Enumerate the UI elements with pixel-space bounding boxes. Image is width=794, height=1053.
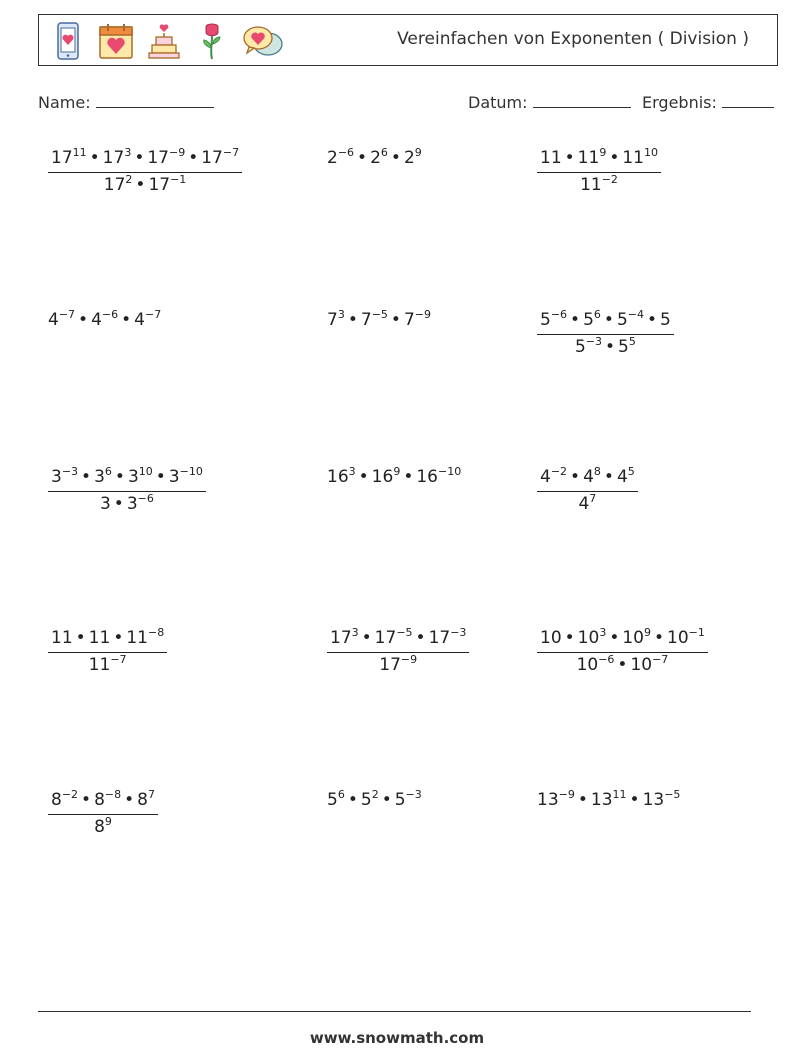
power-base: 11 xyxy=(126,628,148,648)
date-blank[interactable] xyxy=(533,93,631,108)
numerator xyxy=(537,628,708,652)
power-base: 10 xyxy=(622,628,644,648)
name-label: Name: xyxy=(38,93,91,112)
power-base: 7 xyxy=(327,310,338,330)
denominator xyxy=(327,652,469,675)
power-term xyxy=(127,494,154,514)
power-term xyxy=(537,790,575,810)
power-term xyxy=(370,148,388,168)
power-base: 13 xyxy=(590,790,613,810)
power-exponent: 3 xyxy=(337,308,345,321)
power-exponent: 7 xyxy=(589,492,597,505)
calendar-heart-icon xyxy=(97,21,135,61)
multiply-dot: • xyxy=(89,148,100,168)
power-exponent: 3 xyxy=(348,465,356,478)
exercise-14 xyxy=(327,790,422,810)
power-exponent: 8 xyxy=(593,465,601,478)
power-term xyxy=(575,337,602,357)
power-term xyxy=(147,148,185,168)
power-base: 13 xyxy=(642,790,665,810)
multiply-dot: • xyxy=(646,310,658,330)
multiply-dot: • xyxy=(357,148,368,168)
power-term xyxy=(361,790,379,810)
power-base: 4 xyxy=(616,467,628,487)
power-exponent: 10 xyxy=(643,146,658,159)
power-exponent: 5 xyxy=(628,335,636,348)
power-exponent: 3 xyxy=(599,626,607,639)
power-term xyxy=(622,148,658,168)
power-exponent: −5 xyxy=(396,626,413,639)
multiply-dot: • xyxy=(81,790,92,810)
power-term xyxy=(622,628,651,648)
multiply-dot: • xyxy=(121,310,132,330)
power-exponent: −3 xyxy=(450,626,467,639)
denominator xyxy=(48,652,167,675)
exercise-15 xyxy=(537,790,680,810)
exercise-9 xyxy=(537,467,638,514)
power-base: 3 xyxy=(51,467,62,487)
power-term xyxy=(591,790,627,810)
power-exponent: 11 xyxy=(72,146,87,159)
footer-divider xyxy=(38,1011,751,1012)
multiply-dot: • xyxy=(78,310,89,330)
exercise-10 xyxy=(48,628,167,675)
power-term xyxy=(379,655,417,675)
power-base: 3 xyxy=(126,494,138,514)
power-exponent: −7 xyxy=(110,653,127,666)
power-term xyxy=(404,310,431,330)
power-exponent: 11 xyxy=(612,788,627,801)
fraction xyxy=(537,467,638,514)
power-exponent: −6 xyxy=(101,308,119,321)
power-term xyxy=(617,310,644,330)
power-term xyxy=(51,148,87,168)
multiply-dot: • xyxy=(570,310,581,330)
power-exponent: 10 xyxy=(138,465,153,478)
multiply-dot: • xyxy=(188,148,199,168)
power-exponent: 5 xyxy=(627,465,635,478)
power-term xyxy=(429,628,467,648)
power-exponent: −8 xyxy=(147,626,165,639)
power-term xyxy=(643,790,681,810)
fraction xyxy=(48,148,242,195)
power-base: 3 xyxy=(127,467,139,487)
power-term xyxy=(577,655,615,675)
multiply-dot: • xyxy=(381,790,392,810)
power-base: 10 xyxy=(576,655,599,675)
multiply-dot: • xyxy=(605,337,616,357)
power-base: 11 xyxy=(622,148,644,168)
multiply-dot: • xyxy=(629,790,640,810)
multiply-dot: • xyxy=(358,467,369,487)
power-term xyxy=(134,310,161,330)
power-base: 3 xyxy=(99,494,111,514)
power-term xyxy=(667,628,705,648)
power-base: 4 xyxy=(91,310,102,330)
power-term xyxy=(48,310,75,330)
power-base: 10 xyxy=(577,628,600,648)
power-term xyxy=(51,790,78,810)
numerator xyxy=(48,148,242,172)
numerator xyxy=(48,790,158,814)
power-exponent: −5 xyxy=(664,788,681,801)
numerator xyxy=(48,628,167,652)
power-term xyxy=(169,467,203,487)
multiply-dot: • xyxy=(390,148,401,168)
multiply-dot: • xyxy=(564,148,575,168)
worksheet-header xyxy=(38,14,778,66)
numerator xyxy=(327,628,469,652)
fraction xyxy=(537,310,674,357)
fraction xyxy=(537,148,661,195)
power-term xyxy=(327,310,345,330)
power-exponent: −7 xyxy=(144,308,162,321)
power-term xyxy=(540,628,562,648)
phone-heart-icon xyxy=(49,21,87,61)
power-term xyxy=(148,175,186,195)
power-exponent: −8 xyxy=(104,788,122,801)
multiply-dot: • xyxy=(114,467,125,487)
power-term xyxy=(372,467,401,487)
multiply-dot: • xyxy=(603,467,614,487)
chat-heart-icon xyxy=(241,21,285,61)
power-base: 5 xyxy=(574,337,586,357)
power-exponent: 6 xyxy=(104,465,112,478)
exercise-12 xyxy=(537,628,708,675)
power-base: 3 xyxy=(168,467,180,487)
power-base: 17 xyxy=(374,628,397,648)
power-base: 7 xyxy=(403,310,415,330)
power-exponent: 6 xyxy=(337,788,345,801)
power-term xyxy=(327,148,354,168)
power-term xyxy=(660,310,671,330)
power-base: 17 xyxy=(147,148,169,168)
power-term xyxy=(91,310,118,330)
multiply-dot: • xyxy=(603,310,614,330)
power-term xyxy=(540,148,562,168)
numerator xyxy=(48,467,206,491)
exercise-3 xyxy=(537,148,661,195)
exercise-5 xyxy=(327,310,431,330)
power-base: 5 xyxy=(360,790,372,810)
cake-icon xyxy=(145,21,183,61)
fraction xyxy=(327,628,469,675)
power-exponent: −6 xyxy=(137,492,154,505)
power-base: 16 xyxy=(416,467,438,487)
power-exponent: 9 xyxy=(599,146,607,159)
multiply-dot: • xyxy=(577,790,588,810)
power-exponent: 2 xyxy=(371,788,379,801)
power-base: 4 xyxy=(540,467,551,487)
multiply-dot: • xyxy=(347,790,358,810)
power-exponent: −3 xyxy=(405,788,422,801)
multiply-dot: • xyxy=(75,628,86,648)
power-base: 11 xyxy=(88,628,111,648)
power-exponent: −1 xyxy=(688,626,705,639)
power-base: 4 xyxy=(583,467,594,487)
rose-icon xyxy=(193,21,231,61)
power-term xyxy=(327,790,345,810)
power-term xyxy=(540,310,567,330)
multiply-dot: • xyxy=(653,628,665,648)
power-base: 11 xyxy=(577,148,600,168)
multiply-dot: • xyxy=(113,494,124,514)
power-base: 3 xyxy=(94,467,105,487)
power-term xyxy=(578,494,596,514)
denominator xyxy=(537,334,674,357)
denominator xyxy=(537,172,661,195)
power-term xyxy=(51,628,73,648)
power-exponent: −5 xyxy=(371,308,388,321)
exercise-2 xyxy=(327,148,422,168)
power-base: 2 xyxy=(403,148,415,168)
power-base: 5 xyxy=(583,310,594,330)
power-base: 4 xyxy=(578,494,590,514)
power-term xyxy=(89,628,111,648)
power-base: 13 xyxy=(537,790,559,810)
power-base: 5 xyxy=(616,310,628,330)
multiply-dot: • xyxy=(361,628,372,648)
power-exponent: 2 xyxy=(125,173,133,186)
power-term xyxy=(126,628,164,648)
power-term xyxy=(375,628,413,648)
name-blank[interactable] xyxy=(96,93,214,108)
multiply-dot: • xyxy=(113,628,124,648)
power-term xyxy=(137,790,155,810)
power-term xyxy=(630,655,668,675)
denominator xyxy=(48,172,242,195)
denominator xyxy=(48,814,158,837)
power-exponent: −4 xyxy=(627,308,644,321)
exercise-11 xyxy=(327,628,469,675)
power-base: 5 xyxy=(327,790,338,810)
power-base: 17 xyxy=(103,175,126,195)
power-exponent: −7 xyxy=(222,146,240,159)
date-field[interactable] xyxy=(468,93,631,112)
power-base: 8 xyxy=(51,790,62,810)
power-exponent: −9 xyxy=(168,146,186,159)
power-exponent: −6 xyxy=(598,653,615,666)
power-term xyxy=(327,467,356,487)
power-exponent: −6 xyxy=(550,308,568,321)
power-exponent: −2 xyxy=(550,465,568,478)
power-base: 17 xyxy=(102,148,125,168)
power-term xyxy=(89,655,127,675)
power-term xyxy=(583,467,601,487)
power-base: 5 xyxy=(394,790,406,810)
numerator xyxy=(537,148,661,172)
power-term xyxy=(361,310,388,330)
power-base: 4 xyxy=(134,310,145,330)
power-exponent: 3 xyxy=(124,146,132,159)
exercise-1 xyxy=(48,148,242,195)
multiply-dot: • xyxy=(390,310,401,330)
multiply-dot: • xyxy=(609,628,620,648)
power-exponent: −7 xyxy=(58,308,76,321)
power-base: 8 xyxy=(94,790,105,810)
name-field[interactable] xyxy=(38,93,214,112)
power-term xyxy=(330,628,359,648)
power-term xyxy=(128,467,153,487)
power-term xyxy=(94,790,121,810)
power-exponent: −6 xyxy=(337,146,355,159)
power-exponent: 9 xyxy=(393,465,401,478)
multiply-dot: • xyxy=(403,467,414,487)
power-term xyxy=(94,467,112,487)
power-exponent: −10 xyxy=(437,465,462,478)
power-base: 11 xyxy=(580,175,602,195)
date-label: Datum: xyxy=(468,93,528,112)
footer-url: www.snowmath.com xyxy=(309,1029,485,1047)
result-field[interactable] xyxy=(642,93,774,112)
multiply-dot: • xyxy=(570,467,581,487)
power-base: 11 xyxy=(51,628,73,648)
fraction xyxy=(48,467,206,514)
power-term xyxy=(395,790,422,810)
multiply-dot: • xyxy=(609,148,620,168)
power-exponent: −1 xyxy=(170,173,187,186)
power-exponent: −9 xyxy=(558,788,575,801)
power-term xyxy=(578,148,607,168)
power-base: 17 xyxy=(201,148,223,168)
power-base: 8 xyxy=(94,817,105,837)
power-exponent: 9 xyxy=(643,626,651,639)
power-base: 10 xyxy=(630,655,653,675)
power-exponent: −9 xyxy=(414,308,431,321)
power-base: 7 xyxy=(360,310,372,330)
power-base: 17 xyxy=(330,628,352,648)
worksheet-title: Vereinfachen von Exponenten ( Division ) xyxy=(397,29,749,49)
power-term xyxy=(618,337,636,357)
exercise-8 xyxy=(327,467,461,487)
power-term xyxy=(416,467,461,487)
power-base: 17 xyxy=(148,175,171,195)
power-base: 16 xyxy=(371,467,394,487)
fraction xyxy=(48,628,167,675)
power-term xyxy=(583,310,601,330)
power-base: 11 xyxy=(88,655,111,675)
multiply-dot: • xyxy=(124,790,135,810)
power-base: 2 xyxy=(327,148,338,168)
power-exponent: 7 xyxy=(147,788,155,801)
power-base: 2 xyxy=(370,148,381,168)
multiply-dot: • xyxy=(617,655,628,675)
exercise-13 xyxy=(48,790,158,837)
power-base: 16 xyxy=(327,467,349,487)
power-base: 17 xyxy=(428,628,451,648)
power-term xyxy=(104,175,133,195)
power-base: 10 xyxy=(667,628,689,648)
power-base: 4 xyxy=(48,310,59,330)
power-exponent: −2 xyxy=(601,173,618,186)
result-blank[interactable] xyxy=(722,93,774,108)
multiply-dot: • xyxy=(564,628,575,648)
power-base: 10 xyxy=(540,628,562,648)
multiply-dot: • xyxy=(347,310,358,330)
power-exponent: 3 xyxy=(351,626,359,639)
power-exponent: 6 xyxy=(593,308,601,321)
multiply-dot: • xyxy=(134,148,145,168)
exercise-6 xyxy=(537,310,674,357)
power-base: 5 xyxy=(540,310,551,330)
numerator xyxy=(537,467,638,491)
power-exponent: 6 xyxy=(380,146,388,159)
power-base: 17 xyxy=(51,148,73,168)
power-term xyxy=(404,148,422,168)
fraction xyxy=(537,628,708,675)
power-term xyxy=(94,817,112,837)
power-term xyxy=(617,467,635,487)
multiply-dot: • xyxy=(81,467,92,487)
power-base: 5 xyxy=(660,310,671,330)
power-term xyxy=(103,148,132,168)
power-exponent: −9 xyxy=(400,653,418,666)
power-term xyxy=(580,175,618,195)
power-term xyxy=(201,148,239,168)
denominator xyxy=(48,491,206,514)
exercise-4 xyxy=(48,310,161,330)
power-exponent: −10 xyxy=(179,465,203,478)
power-term xyxy=(540,467,567,487)
power-term xyxy=(100,494,111,514)
power-base: 5 xyxy=(618,337,629,357)
result-label: Ergebnis: xyxy=(642,93,717,112)
power-exponent: 9 xyxy=(414,146,422,159)
exercise-7 xyxy=(48,467,206,514)
multiply-dot: • xyxy=(155,467,166,487)
denominator xyxy=(537,652,708,675)
fraction xyxy=(48,790,158,837)
multiply-dot: • xyxy=(415,628,426,648)
multiply-dot: • xyxy=(135,175,146,195)
denominator xyxy=(537,491,638,514)
header-icons xyxy=(49,20,285,62)
power-term xyxy=(51,467,78,487)
power-exponent: −3 xyxy=(61,465,79,478)
numerator xyxy=(537,310,674,334)
power-term xyxy=(578,628,607,648)
power-base: 11 xyxy=(540,148,562,168)
power-exponent: 9 xyxy=(104,815,112,828)
power-exponent: −3 xyxy=(585,335,603,348)
power-base: 8 xyxy=(137,790,148,810)
power-base: 17 xyxy=(379,655,401,675)
power-exponent: −2 xyxy=(61,788,79,801)
power-exponent: −7 xyxy=(652,653,669,666)
